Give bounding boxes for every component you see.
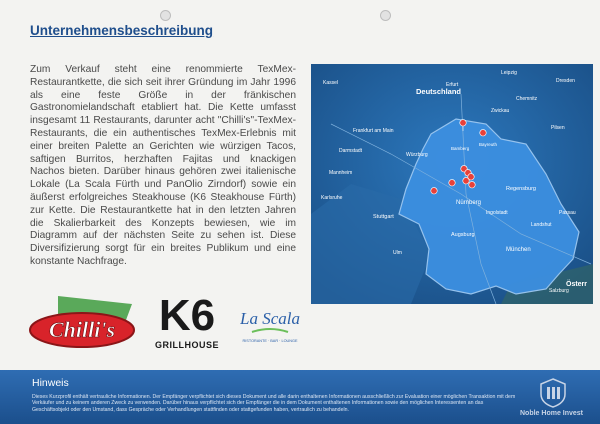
k6-mark: K6 xyxy=(158,291,216,340)
label-darmstadt: Darmstadt xyxy=(339,148,363,154)
label-kassel: Kassel xyxy=(323,80,339,86)
label-salzburg: Salzburg xyxy=(549,288,569,294)
map-svg xyxy=(311,64,593,304)
marker-pin[interactable] xyxy=(469,182,475,188)
brand-logos xyxy=(28,286,298,358)
label-pilsen: Pilsen xyxy=(551,125,565,131)
punch-hole-left xyxy=(160,10,171,21)
label-passau: Passau xyxy=(559,210,576,216)
marker-pin[interactable] xyxy=(480,130,486,136)
label-regensburg: Regensburg xyxy=(506,186,536,192)
label-zwickau: Zwickau xyxy=(491,108,510,114)
label-chemnitz: Chemnitz xyxy=(516,96,538,102)
label-ingolstadt: Ingolstadt xyxy=(486,210,508,216)
footer-title: Hinweis xyxy=(32,377,69,389)
label-frankfurt: Frankfurt am Main xyxy=(353,128,394,134)
marker-pin[interactable] xyxy=(463,178,469,184)
lascala-logo xyxy=(240,292,300,352)
label-bamberg: Bamberg xyxy=(451,146,470,151)
label-munchen: München xyxy=(506,247,531,253)
label-erfurt: Erfurt xyxy=(446,82,459,88)
section-title: Unternehmensbeschreibung xyxy=(30,23,214,38)
label-dresden: Dresden xyxy=(556,78,575,84)
footer-notice xyxy=(0,370,600,424)
k6-subtitle: GRILLHOUSE xyxy=(154,340,220,350)
label-country: Deutschland xyxy=(416,87,462,96)
marker-pin[interactable] xyxy=(431,188,437,194)
company-description: Zum Verkauf steht eine renommierte TexMex-Restaurantkette, die sich seit ihrer Gründung im Jahr 1996 als eine feste Größe in der fränkischen Gastronomielandschaft etabliert hat. Die Kette umfasst insgesamt 11 Restaurants, darunter acht "Chilli's"-TexMex-Restaurants, die ein authentisches TexMex-Erlebnis mit einer breiten Palette an Gerichten wie würzigen Tacos, saftigen Burritos, herzhaften Fajitas und knackigen Nachos bieten. Darüber hinaus gehören zwei italienische Lokale (La Scala Fürth und PanOlio Zirndorf) sowie ein äußerst erfolgreiches Steakhouse (K6 Steakhouse Fürth) zur Kette. Die Restaurantkette hat in den letzten Jahren die Skalierbarkeit des Konzepts bewiesen, wie im Diagramm auf der nächsten Seite zu sehen ist. Diese Diversifizierung sorgt für ein breites Publikum und eine konstante Nachfrage. xyxy=(30,64,296,267)
label-wurzburg: Würzburg xyxy=(406,152,428,158)
chillis-wordmark: Chilli's xyxy=(48,317,116,342)
location-map[interactable] xyxy=(311,64,593,304)
label-bayreuth: Bayreuth xyxy=(479,142,498,147)
label-landshut: Landshut xyxy=(531,222,552,228)
label-karlsruhe: Karlsruhe xyxy=(321,195,343,201)
lascala-subtitle: RISTORANTE · BAR · LOUNGE xyxy=(242,339,298,343)
brand-shield-icon xyxy=(540,378,566,408)
label-stuttgart: Stuttgart xyxy=(373,214,394,220)
label-nurnberg: Nürnberg xyxy=(456,200,482,206)
k6-logo xyxy=(148,286,226,356)
label-augsburg: Augsburg xyxy=(451,232,475,238)
label-ulm: Ulm xyxy=(393,250,402,256)
marker-pin[interactable] xyxy=(449,180,455,186)
footer-disclaimer: Dieses Kurzprofil enthält vertrauliche Informationen. Der Empfänger verpflichtet sich dieses Dokument und alle darin enthaltenen Informationen ausschließlich zur Evaluation einer möglichen Transaktion mit dem Verkäufer und zu keinem anderen Zweck zu verwenden. Darüber hinaus verpflichtet sich der Empfänger die in dem Dokument enthaltenen Informationen sowie den möglichen Interessenten an das Geschäftsobjekt oder den Umstand, dass Gespräche oder Verhandlungen stattfinden oder stattgefunden haben, vertraulich zu behandeln. xyxy=(32,394,516,413)
label-osterreich: Österr xyxy=(566,281,588,288)
label-leipzig: Leipzig xyxy=(501,70,517,76)
punch-hole-right xyxy=(380,10,391,21)
lascala-wordmark: La Scala xyxy=(240,309,300,328)
label-mannheim: Mannheim xyxy=(329,170,353,176)
brand-name: Noble Home Invest xyxy=(520,410,584,417)
chillis-logo xyxy=(28,292,136,350)
lascala-swoosh xyxy=(252,329,288,332)
